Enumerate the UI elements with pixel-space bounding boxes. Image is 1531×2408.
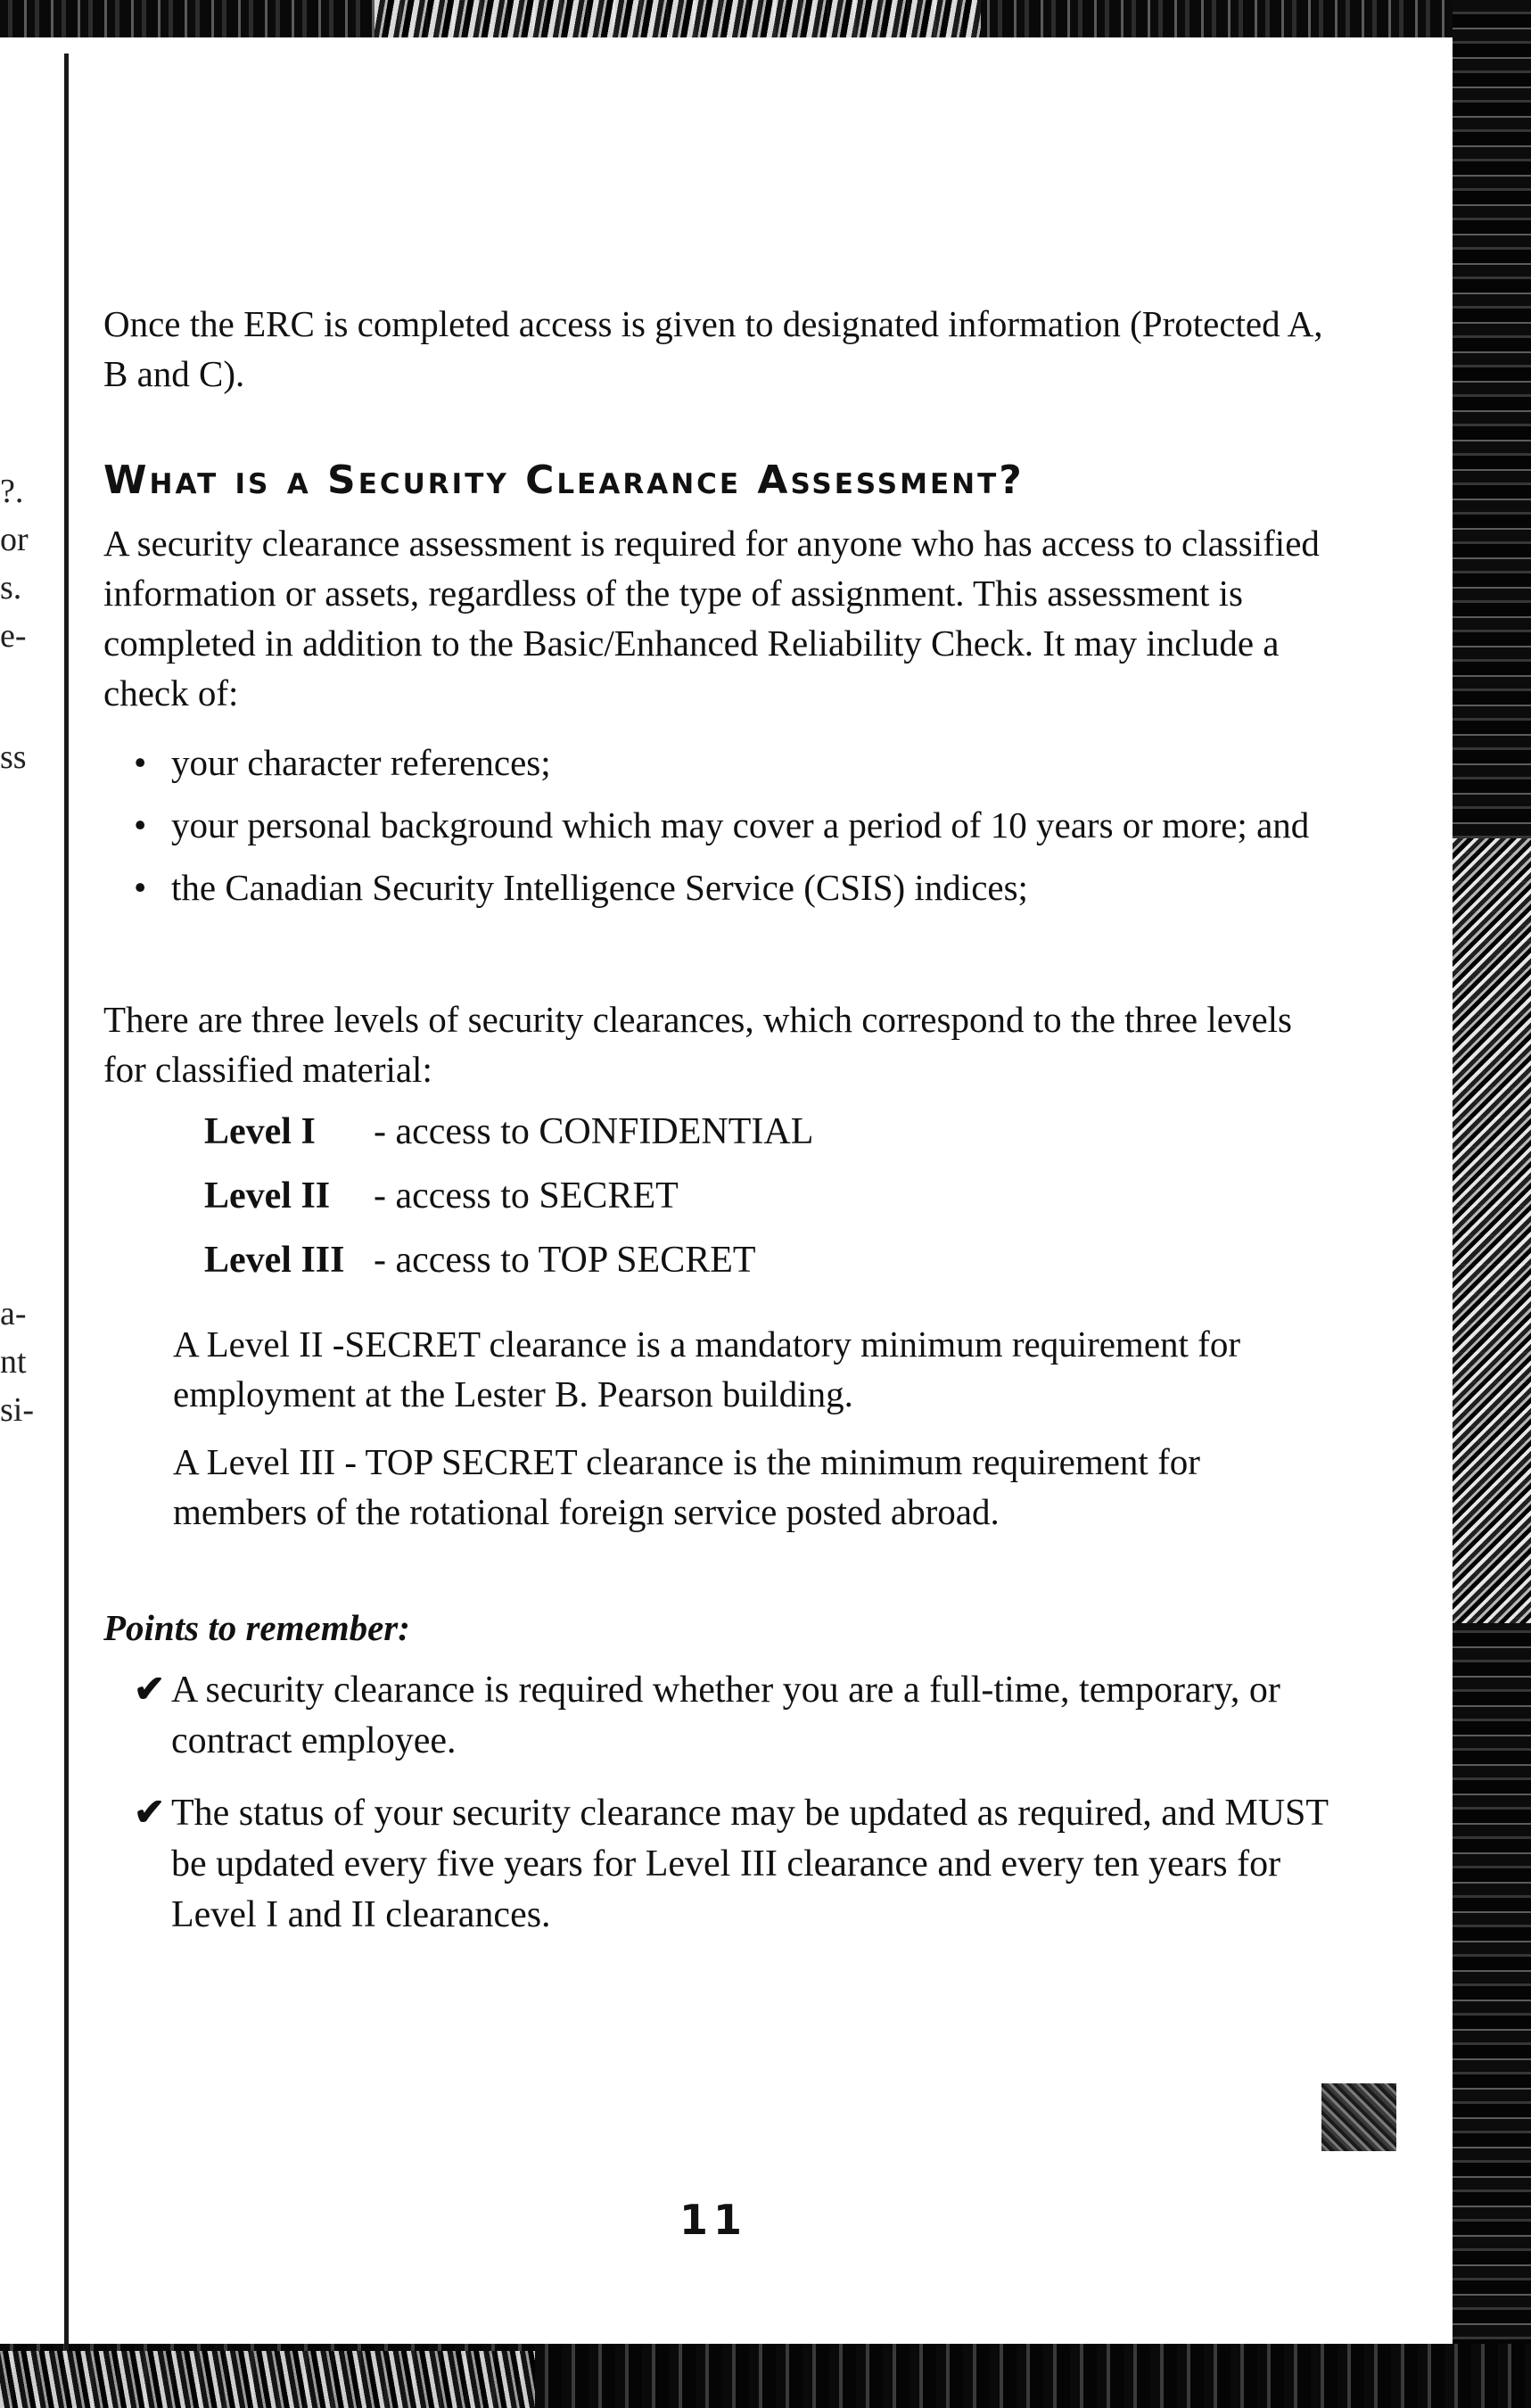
level-name: Level I: [204, 1111, 316, 1152]
level-row: [204, 1235, 1334, 1285]
scan-right-edge: [1453, 0, 1531, 2408]
margin-fragment: nt: [0, 1343, 27, 1381]
page-spine-line: [64, 54, 69, 2350]
level-row: [204, 1171, 1334, 1221]
scan-bottom-edge: [0, 2344, 1531, 2408]
checkmark-icon: ✔: [134, 1793, 166, 1834]
margin-fragment: ss: [0, 738, 27, 776]
clearance-note: A Level II -SECRET clearance is a mandatory minimum requirement for employment at the Lester B. Pearson building.: [173, 1324, 1240, 1414]
checkmark-icon: ✔: [134, 1670, 166, 1711]
clearance-notes: [173, 1319, 1334, 1537]
level-row: [204, 1107, 1334, 1157]
margin-fragment: ?.: [0, 473, 24, 510]
assessment-paragraph: A security clearance assessment is required for anyone who has access to classified information or assets, regardless of the type of assignment. This assessment is completed in addition to the Basic/Enhanced Reliability Check. It may include a check of:: [103, 523, 1320, 713]
assessment-checks-list: [103, 738, 1334, 912]
point-text: The status of your security clearance may be updated as required, and MUST be updated every five years for Level III clearance and every ten years for Level I and II clearances.: [171, 1793, 1329, 1935]
margin-fragment: e-: [0, 617, 27, 655]
level-access: - access to TOP SECRET: [374, 1240, 756, 1281]
bullet-icon: •: [134, 742, 147, 783]
points-list: [134, 1665, 1334, 1941]
point-item: [134, 1665, 1334, 1767]
page-content: [103, 299, 1334, 1962]
point-text: A security clearance is required whether you are a full-time, temporary, or contract employee.: [171, 1670, 1280, 1761]
list-item: [134, 800, 1334, 850]
level-access: - access to CONFIDENTIAL: [374, 1111, 814, 1152]
bullet-icon: •: [134, 867, 147, 908]
intro-paragraph: Once the ERC is completed access is given to designated information (Protected A, B and C).: [103, 303, 1323, 394]
margin-fragment: a-: [0, 1295, 27, 1332]
margin-fragment: s.: [0, 569, 22, 606]
margin-fragment: or: [0, 521, 29, 558]
level-access: - access to SECRET: [374, 1175, 679, 1216]
point-item: [134, 1788, 1334, 1941]
scan-top-edge: [0, 0, 1531, 37]
clearance-levels-table: [204, 1107, 1334, 1285]
points-heading: Points to remember:: [103, 1607, 410, 1648]
list-item-text: your character references;: [171, 742, 551, 783]
levels-intro-paragraph: There are three levels of security clearances, which correspond to the three levels for classified material:: [103, 999, 1293, 1090]
level-name: Level III: [204, 1240, 345, 1281]
level-name: Level II: [204, 1175, 331, 1216]
list-item-text: your personal background which may cover a period of 10 years or more; and: [171, 804, 1310, 845]
list-item: [134, 862, 1334, 912]
page-number: 11: [679, 2196, 747, 2244]
list-item-text: the Canadian Security Intelligence Service (CSIS) indices;: [171, 867, 1028, 908]
bullet-icon: •: [134, 804, 147, 845]
corner-tab-mark: [1321, 2083, 1396, 2151]
section-heading: What is a Security Clearance Assessment?: [103, 458, 1025, 503]
margin-fragment: si-: [0, 1391, 34, 1429]
list-item: [134, 738, 1334, 788]
clearance-note: A Level III - TOP SECRET clearance is the minimum requirement for members of the rotational foreign service posted abroad.: [173, 1441, 1200, 1532]
